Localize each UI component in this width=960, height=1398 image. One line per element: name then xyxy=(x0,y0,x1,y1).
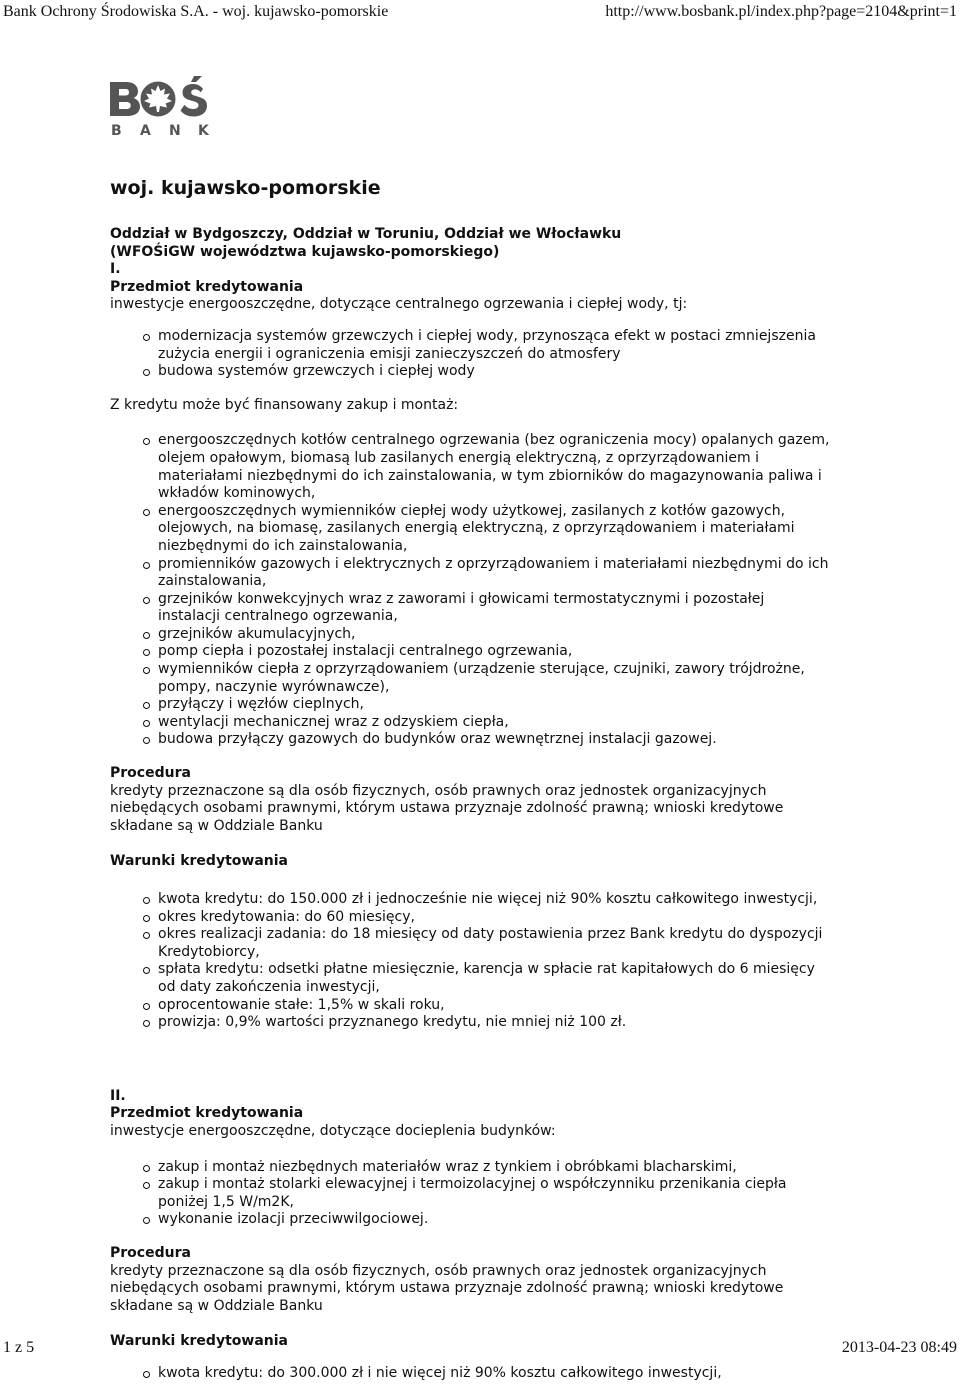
section-2-subject-text: inwestycje energooszczędne, dotyczące docieplenia budynków: xyxy=(110,1122,556,1139)
list-item: grzejników konwekcyjnych wraz z zaworami i głowicami termostatycznymi i pozostałej instalacji centralnego ogrzewania, xyxy=(158,591,830,626)
region-title: woj. kujawsko-pomorskie xyxy=(110,177,381,199)
page-content xyxy=(110,176,830,1398)
list-item: okres kredytowania: do 60 miesięcy, xyxy=(158,909,830,927)
list-item: spłata kredytu: odsetki płatne miesięcznie, karencja w spłacie rat kapitałowych do 6 miesięcy od daty zakończenia inwestycji, xyxy=(158,961,830,996)
section-2-numeral: II. xyxy=(110,1087,126,1104)
print-header xyxy=(0,0,960,26)
svg-text:A: A xyxy=(140,123,151,138)
section-1-procedure-heading: Procedura xyxy=(110,765,191,782)
section-1-procedure-text: kredyty przeznaczone są dla osób fizycznych, osób prawnych oraz jednostek organizacyjnych niebędących osobami prawnymi, którym ustawa przyznaje zdolność prawną; wnioski kredytowe składane są w Oddziale Banku xyxy=(110,782,784,834)
print-page-title: Bank Ochrony Środowiska S.A. - woj. kujawsko-pomorskie xyxy=(3,3,389,20)
branches-line-1: Oddział w Bydgoszczy, Oddział w Toruniu, Oddział we Włocławku xyxy=(110,226,622,242)
print-page-url: http://www.bosbank.pl/index.php?page=2104&print=1 xyxy=(605,3,957,20)
list-item: grzejników akumulacyjnych, xyxy=(158,626,830,644)
list-item: kwota kredytu: do 150.000 zł i jednocześnie nie więcej niż 90% kosztu całkowitego inwestycji, xyxy=(158,891,830,909)
list-item: kwota kredytu: do 300.000 zł i nie więcej niż 90% kosztu całkowitego inwestycji, xyxy=(158,1365,830,1383)
list-item: okres realizacji zadania: do 18 miesięcy od daty postawienia przez Bank kredytu do dyspozycji Kredytobiorcy, xyxy=(158,926,830,961)
svg-text:K: K xyxy=(198,123,209,138)
list-item: wentylacji mechanicznej wraz z odzyskiem ciepła, xyxy=(158,714,830,732)
list-item: prowizja: 0,9% wartości przyznanego kredytu, nie mniej niż 100 zł. xyxy=(158,1014,830,1032)
section-1-subject-text: inwestycje energooszczędne, dotyczące centralnego ogrzewania i ciepłej wody, tj: xyxy=(110,296,688,313)
section-1-financing-list xyxy=(110,432,830,749)
list-item: wymienników ciepła z oprzyrządowaniem (urządzenie sterujące, czujniki, zawory trójdrożne, pompy, naczynie wyrównawcze), xyxy=(158,661,830,696)
section-1-conditions-heading: Warunki kredytowania xyxy=(110,853,288,870)
svg-text:N: N xyxy=(169,123,181,138)
list-item: energooszczędnych kotłów centralnego ogrzewania (bez ograniczenia mocy) opalanych gazem, olejem opałowym, biomasą lub zasilanych energią elektryczną, z oprzyrządowaniem i materiałami niezbędnymi do ich zainstalowania, w tym zbiorników do magazynowania paliwa i wkładów kominowych, xyxy=(158,432,830,502)
list-item: energooszczędnych wymienników ciepłej wody użytkowej, zasilanych z kotłów gazowych, olejowych, na biomasę, zasilanych energią elektryczną, z oprzyrządowaniem i materiałami niezbędnymi do ich zainstalowania, xyxy=(158,503,830,556)
branches-line-2: (WFOŚiGW województwa kujawsko-pomorskiego) xyxy=(110,243,500,260)
print-datetime: 2013-04-23 08:49 xyxy=(841,1339,957,1356)
section-2-subject-list xyxy=(110,1159,830,1229)
section-1-financing-intro: Z kredytu może być finansowany zakup i montaż: xyxy=(110,396,459,413)
list-item: budowa przyłączy gazowych do budynków oraz wewnętrznej instalacji gazowej. xyxy=(158,731,830,749)
list-item: zakup i montaż stolarki elewacyjnej i termoizolacyjnej o współczynniku przenikania ciepła poniżej 1,5 W/m2K, xyxy=(158,1176,830,1211)
list-item: modernizacja systemów grzewczych i ciepłej wody, przynosząca efekt w postaci zmniejszenia zużycia energii i ograniczenia emisji zanieczyszczeń do atmosfery xyxy=(158,328,830,363)
section-2-conditions-list xyxy=(110,1365,830,1383)
section-1-numeral: I. xyxy=(110,261,121,278)
page-number: 1 z 5 xyxy=(3,1339,35,1356)
bos-bank-logo-graphic xyxy=(108,76,212,138)
list-item: oprocentowanie stałe: 1,5% w skali roku, xyxy=(158,997,830,1015)
list-item: pomp ciepła i pozostałej instalacji centralnego ogrzewania, xyxy=(158,643,830,661)
section-1-conditions-list xyxy=(110,891,830,1032)
list-item: promienników gazowych i elektrycznych z oprzyrządowaniem i materiałami niezbędnymi do ich zainstalowania, xyxy=(158,555,829,590)
svg-text:B: B xyxy=(111,123,122,138)
list-item: wykonanie izolacji przeciwwilgociowej. xyxy=(158,1211,830,1229)
section-1-subject-list xyxy=(110,328,830,381)
list-item: budowa systemów grzewczych i ciepłej wody xyxy=(158,363,830,381)
section-2-procedure-text: kredyty przeznaczone są dla osób fizycznych, osób prawnych oraz jednostek organizacyjnych niebędących osobami prawnymi, którym ustawa przyznaje zdolność prawną; wnioski kredytowe składane są w Oddziale Banku xyxy=(110,1262,784,1314)
section-1-subject-heading: Przedmiot kredytowania xyxy=(110,278,304,295)
section-2-procedure-heading: Procedura xyxy=(110,1244,191,1261)
print-footer xyxy=(0,1338,960,1357)
section-2-conditions-heading: Warunki kredytowania xyxy=(110,1333,288,1350)
list-item: przyłączy i węzłów cieplnych, xyxy=(158,696,830,714)
section-2-subject-heading: Przedmiot kredytowania xyxy=(110,1105,304,1122)
bos-bank-logo xyxy=(108,76,212,138)
list-item: zakup i montaż niezbędnych materiałów wraz z tynkiem i obróbkami blacharskimi, xyxy=(158,1159,830,1177)
